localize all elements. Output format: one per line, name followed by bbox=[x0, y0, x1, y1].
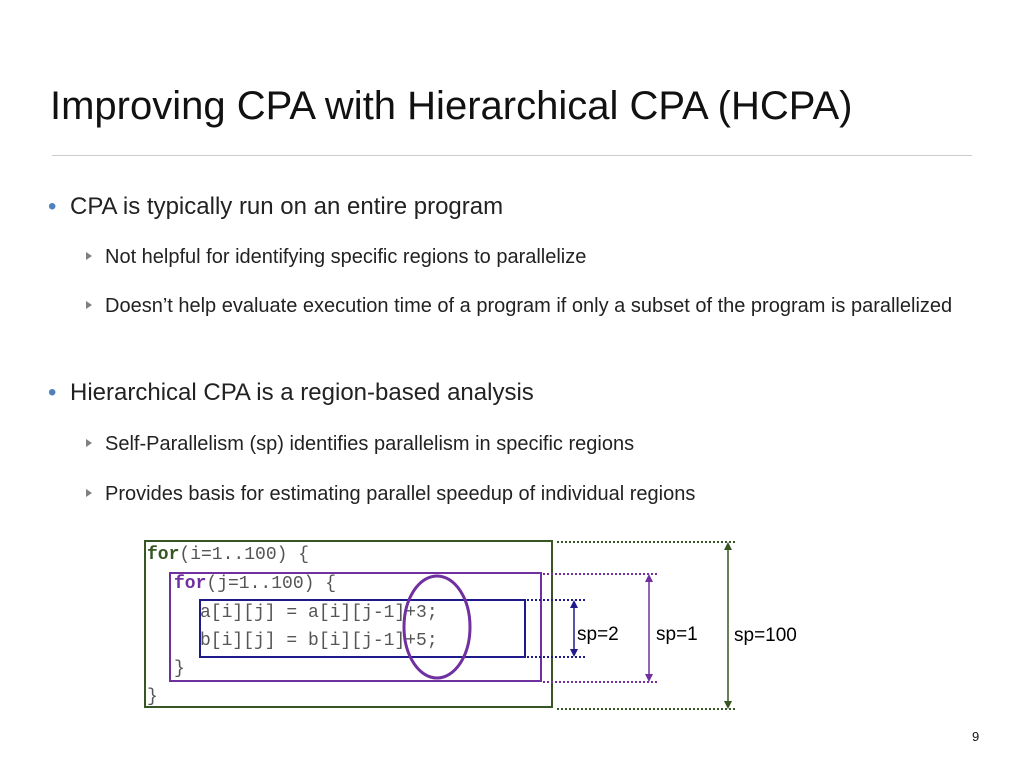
arrow-up-icon bbox=[724, 542, 732, 550]
bullet-1-text: CPA is typically run on an entire program bbox=[70, 193, 504, 220]
arrow-down-icon bbox=[724, 701, 732, 709]
code-keyword-for: for bbox=[174, 574, 207, 594]
sub-bullet-2-1-text: Self-Parallelism (sp) identifies parallelism in specific regions bbox=[105, 433, 635, 455]
code-line-3: a[i][j] = a[i][j-1]+3; bbox=[200, 603, 438, 623]
code-line-5: } bbox=[174, 659, 185, 679]
code-line-2-rest: (j=1..100) { bbox=[206, 574, 337, 594]
sp-label-inner: sp=1 bbox=[656, 624, 698, 645]
code-line-1-rest: (i=1..100) { bbox=[179, 545, 310, 565]
sp-label-body: sp=2 bbox=[577, 624, 619, 645]
sub-bullet-1-2-text: Doesn’t help evaluate execution time of a program if only a subset of the program is parallelized bbox=[105, 295, 953, 317]
bullet-dot-icon: • bbox=[48, 379, 57, 406]
arrow-up-icon bbox=[645, 574, 653, 582]
code-line-6: } bbox=[147, 687, 158, 707]
bullet-2-text: Hierarchical CPA is a region-based analysis bbox=[70, 379, 534, 406]
arrow-down-icon bbox=[645, 674, 653, 682]
bullet-dot-icon: • bbox=[48, 193, 57, 220]
sp-label-outer: sp=100 bbox=[734, 625, 797, 646]
arrow-down-icon bbox=[570, 649, 578, 657]
dependence-ellipse bbox=[404, 576, 470, 678]
sub-bullet-1-1-text: Not helpful for identifying specific regions to parallelize bbox=[105, 246, 587, 268]
code-line-1 bbox=[147, 545, 309, 565]
slide-title: Improving CPA with Hierarchical CPA (HCPA) bbox=[50, 84, 853, 128]
code-keyword-for: for bbox=[147, 545, 180, 565]
outer-loop-box bbox=[145, 541, 552, 707]
code-line-2 bbox=[174, 574, 336, 594]
sub-bullet-2-2-text: Provides basis for estimating parallel speedup of individual regions bbox=[105, 483, 696, 505]
page-number: 9 bbox=[972, 729, 980, 744]
code-line-4: b[i][j] = b[i][j-1]+5; bbox=[200, 631, 438, 651]
arrow-up-icon bbox=[570, 600, 578, 608]
